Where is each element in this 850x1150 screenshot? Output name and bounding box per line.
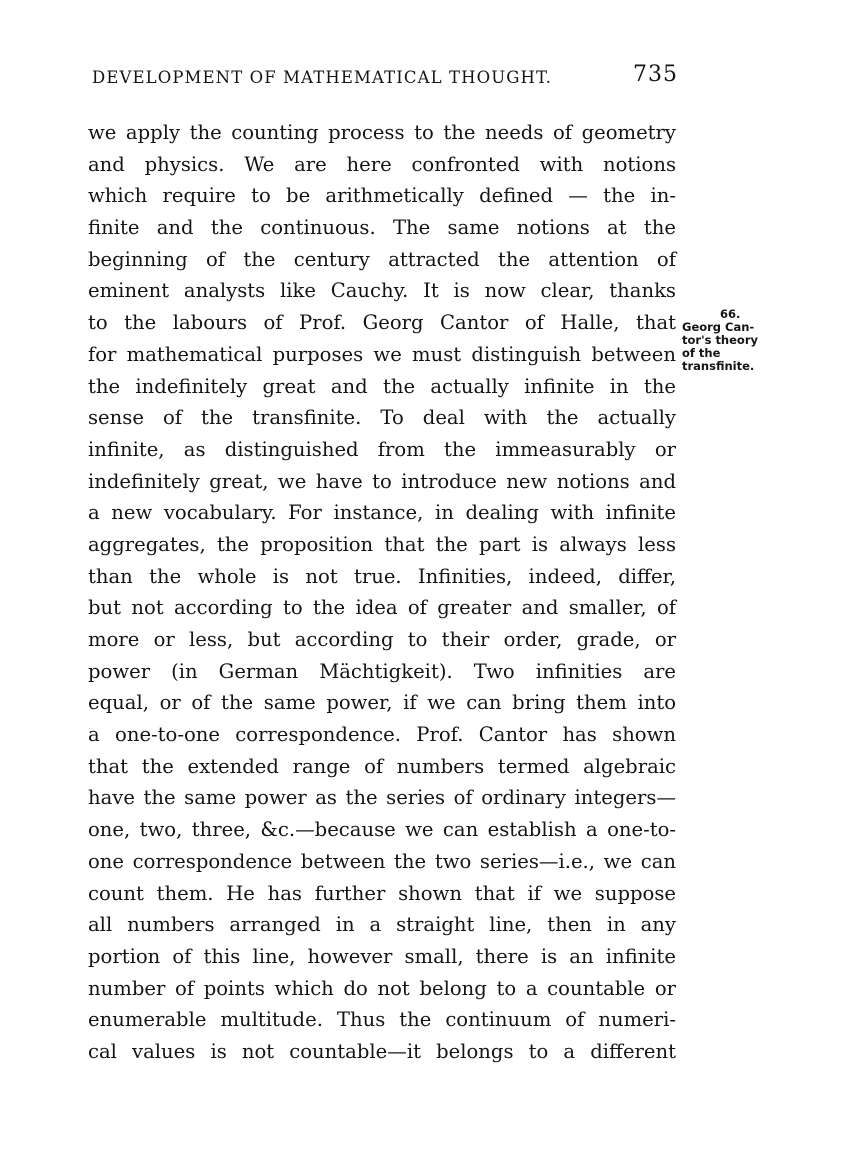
text-line: the indefinitely great and the actually infinite in the <box>88 374 676 398</box>
body-text <box>88 117 676 1068</box>
text-line: and physics. We are here confronted with notions <box>88 152 676 176</box>
marginal-note-line: transfinite. <box>682 359 755 373</box>
text-line: one, two, three, &c.—because we can establish a one-to- <box>88 818 676 842</box>
text-line: cal values is not countable—it belongs to a different <box>88 1039 676 1063</box>
marginal-note <box>682 308 802 373</box>
text-line: enumerable multitude. Thus the continuum of numeri- <box>88 1008 676 1032</box>
text-line: we apply the counting process to the needs of geometry <box>88 121 676 144</box>
text-line: all numbers arranged in a straight line, then in any <box>88 913 676 937</box>
text-line: a new vocabulary. For instance, in dealing with infinite <box>88 501 676 525</box>
text-line: equal, or of the same power, if we can bring them into <box>88 691 676 715</box>
marginal-note-line: tor's theory <box>682 333 758 347</box>
marginal-note-number: 66. <box>720 307 741 321</box>
marginal-note-line: Georg Can- <box>682 320 755 334</box>
text-line: eminent analysts like Cauchy. It is now clear, thanks <box>88 279 676 303</box>
text-line: portion of this line, however small, there is an infinite <box>88 944 676 968</box>
text-line: indefinitely great, we have to introduce new notions and <box>88 469 676 493</box>
text-line: sense of the transfinite. To deal with the actually <box>88 406 676 430</box>
text-line: one correspondence between the two series—i.e., we can <box>88 849 676 873</box>
text-line: a one-to-one correspondence. Prof. Cantor has shown <box>88 723 676 747</box>
page-number: 735 <box>633 62 678 87</box>
text-line: but not according to the idea of greater and smaller, of <box>88 596 676 620</box>
text-line: have the same power as the series of ordinary integers— <box>88 786 676 810</box>
text-line: that the extended range of numbers termed algebraic <box>88 754 676 778</box>
text-line: finite and the continuous. The same notions at the <box>88 216 676 240</box>
text-line: to the labours of Prof. Georg Cantor of Halle, that <box>88 311 676 335</box>
running-head <box>92 62 682 92</box>
text-line: which require to be arithmetically defined — the in- <box>88 184 676 208</box>
text-line: for mathematical purposes we must distinguish between <box>88 342 676 366</box>
text-line: beginning of the century attracted the attention of <box>88 247 676 271</box>
text-line: power (in German Mächtigkeit). Two infinities are <box>88 659 676 683</box>
text-line: infinite, as distinguished from the immeasurably or <box>88 437 676 461</box>
text-line: aggregates, the proposition that the part is always less <box>88 532 676 556</box>
text-line: number of points which do not belong to a countable or <box>88 976 676 1000</box>
text-line: count them. He has further shown that if we suppose <box>88 881 676 905</box>
text-line: than the whole is not true. Infinities, indeed, differ, <box>88 564 676 588</box>
text-line: more or less, but according to their order, grade, or <box>88 628 676 651</box>
marginal-note-line: of the <box>682 346 721 360</box>
running-head-title: DEVELOPMENT OF MATHEMATICAL THOUGHT. <box>92 68 553 87</box>
